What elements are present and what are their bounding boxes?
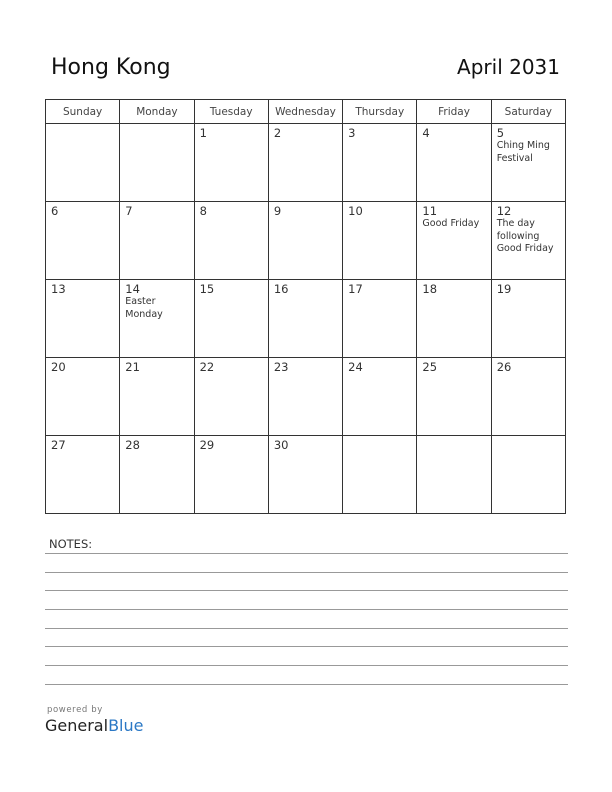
day-cell — [120, 202, 194, 280]
notes-line — [45, 590, 568, 591]
week-row — [46, 280, 566, 358]
day-number: 11 — [422, 204, 438, 218]
day-cell — [194, 436, 268, 514]
weekday-thursday: Thursday — [343, 100, 417, 124]
notes-line — [45, 684, 568, 685]
powered-by-text: powered by — [47, 705, 103, 715]
notes-line — [45, 553, 568, 554]
day-cell — [46, 436, 120, 514]
holiday-label — [120, 127, 193, 128]
day-number: 1 — [199, 126, 207, 140]
day-cell — [268, 202, 342, 280]
day-number: 27 — [51, 438, 66, 452]
day-number: 4 — [422, 126, 430, 140]
day-number: 13 — [51, 282, 66, 296]
day-cell — [46, 358, 120, 436]
day-number: 7 — [125, 204, 133, 218]
day-cell — [194, 280, 268, 358]
day-number: 8 — [199, 204, 207, 218]
day-cell — [268, 124, 342, 202]
country-title: Hong Kong — [51, 55, 171, 80]
day-cell — [194, 124, 268, 202]
holiday-label: Good Friday — [422, 218, 480, 229]
day-number: 28 — [125, 438, 140, 452]
brand-wordmark — [45, 716, 143, 735]
day-number: 23 — [273, 360, 289, 374]
day-cell — [194, 358, 268, 436]
holiday-label — [492, 439, 565, 440]
day-cell — [491, 202, 565, 280]
day-number: 3 — [348, 126, 356, 140]
day-cell — [120, 280, 194, 358]
day-cell — [417, 124, 491, 202]
day-cell — [343, 124, 417, 202]
day-cell — [194, 202, 268, 280]
day-cell — [120, 124, 194, 202]
weekday-saturday: Saturday — [491, 100, 565, 124]
day-number: 26 — [496, 360, 512, 374]
day-number: 30 — [273, 438, 289, 452]
brand-blue: Blue — [108, 716, 144, 735]
week-row — [46, 436, 566, 514]
day-cell — [417, 280, 491, 358]
day-number: 18 — [422, 282, 438, 296]
day-number: 19 — [496, 282, 512, 296]
day-cell — [343, 436, 417, 514]
week-row — [46, 358, 566, 436]
weekday-tuesday: Tuesday — [194, 100, 268, 124]
notes-line — [45, 646, 568, 647]
day-number: 5 — [496, 126, 505, 140]
day-cell — [46, 124, 120, 202]
day-cell — [491, 358, 565, 436]
generalblue-logo — [45, 705, 143, 735]
day-number: 14 — [125, 282, 140, 296]
week-row — [46, 124, 566, 202]
day-cell — [491, 436, 565, 514]
holiday-label: Easter Monday — [125, 296, 163, 320]
notes-line — [45, 628, 568, 629]
day-cell — [46, 280, 120, 358]
holiday-label: The day following Good Friday — [496, 218, 554, 254]
weekday-sunday: Sunday — [46, 100, 120, 124]
day-number: 22 — [199, 360, 215, 374]
day-cell — [343, 280, 417, 358]
day-number: 21 — [125, 360, 140, 374]
day-cell — [343, 358, 417, 436]
day-number: 24 — [348, 360, 363, 374]
day-cell — [417, 358, 491, 436]
day-number: 12 — [496, 204, 512, 218]
day-number: 25 — [422, 360, 438, 374]
day-cell — [268, 436, 342, 514]
holiday-label — [417, 439, 490, 440]
day-cell — [268, 358, 342, 436]
day-number: 16 — [273, 282, 289, 296]
weekday-wednesday: Wednesday — [268, 100, 342, 124]
day-cell — [417, 436, 491, 514]
month-title: April 2031 — [457, 55, 560, 79]
holiday-label: Ching Ming Festival — [496, 140, 550, 164]
day-number: 20 — [51, 360, 66, 374]
day-cell — [120, 358, 194, 436]
notes-line — [45, 572, 568, 573]
weekday-monday: Monday — [120, 100, 194, 124]
day-number: 15 — [199, 282, 215, 296]
day-number: 10 — [348, 204, 363, 218]
notes-label: NOTES: — [49, 537, 93, 551]
holiday-label — [343, 439, 416, 440]
week-row — [46, 202, 566, 280]
day-number: 2 — [273, 126, 282, 140]
notes-line — [45, 609, 568, 610]
day-number: 29 — [199, 438, 215, 452]
weekday-header-row — [46, 100, 566, 124]
day-cell — [120, 436, 194, 514]
weekday-friday: Friday — [417, 100, 491, 124]
notes-line — [45, 665, 568, 666]
calendar-grid — [45, 99, 566, 514]
brand-general: General — [45, 716, 109, 735]
day-number: 17 — [348, 282, 363, 296]
day-cell — [417, 202, 491, 280]
day-cell — [343, 202, 417, 280]
holiday-label — [46, 127, 119, 128]
day-number: 6 — [51, 204, 59, 218]
day-number: 9 — [273, 204, 282, 218]
day-cell — [491, 124, 565, 202]
day-cell — [491, 280, 565, 358]
day-cell — [268, 280, 342, 358]
day-cell — [46, 202, 120, 280]
